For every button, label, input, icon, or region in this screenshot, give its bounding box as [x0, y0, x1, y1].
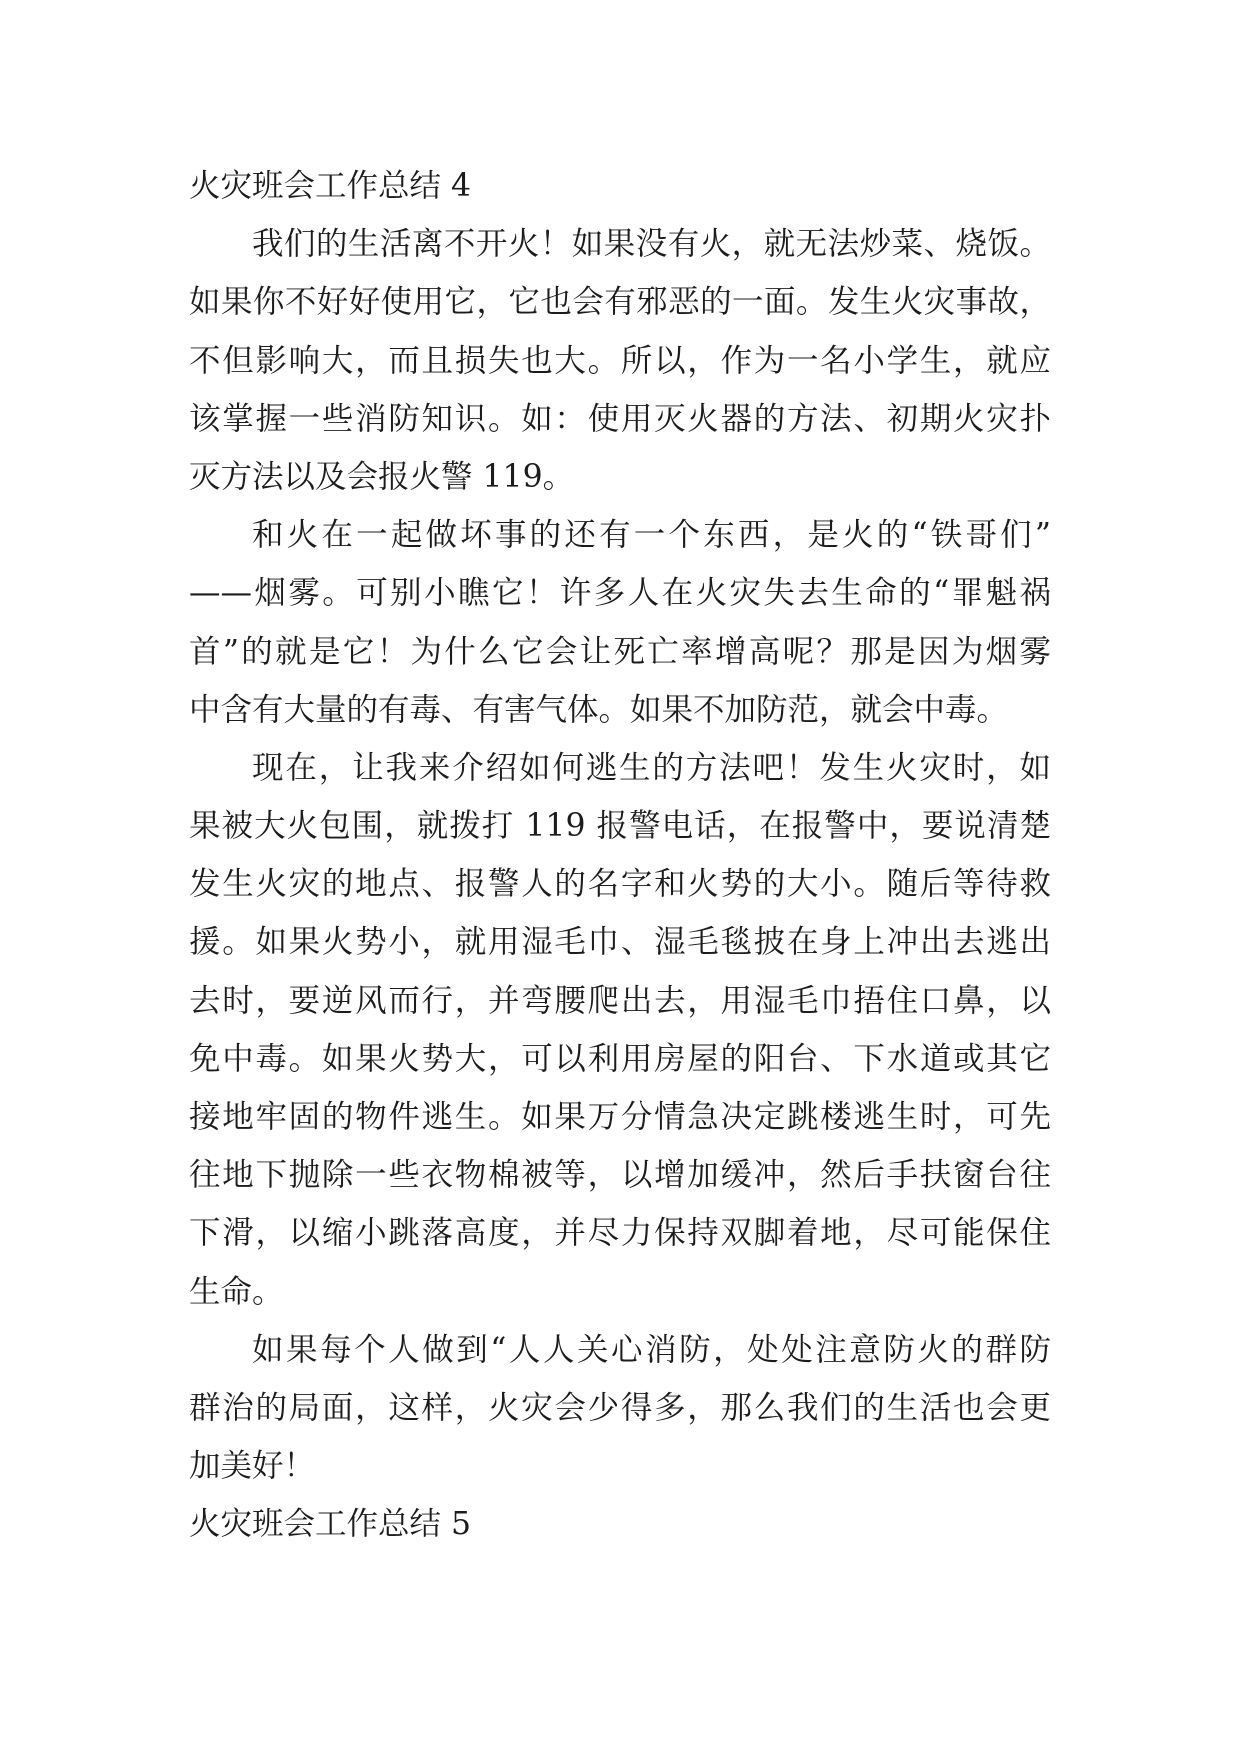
- paragraph-line: 接地牢固的物件逃生。如果万分情急决定跳楼逃生时，可先: [189, 1099, 1051, 1135]
- paragraph-line: 不但影响大，而且损失也大。所以，作为一名小学生，就应: [189, 342, 1051, 379]
- paragraph-line: ——烟雾。可别小瞧它！许多人在火灾失去生命的“罪魁祸: [189, 575, 1051, 612]
- paragraph-line: 我们的生活离不开火！如果没有火，就无法炒菜、烧饭。: [252, 226, 1051, 263]
- paragraph-line: 免中毒。如果火势大，可以利用房屋的阳台、下水道或其它: [189, 1040, 1051, 1077]
- paragraph-line: 发生火灾的地点、报警人的名字和火势的大小。随后等待救: [189, 866, 1051, 903]
- paragraph-line: 往地下抛除一些衣物棉被等，以增加缓冲，然后手扶窗台往: [189, 1157, 1051, 1194]
- paragraph-line: 中含有大量的有毒、有害气体。如果不加防范，就会中毒。: [189, 691, 1009, 728]
- paragraph: [189, 215, 1051, 506]
- paragraph-line: 如果你不好好使用它，它也会有邪恶的一面。发生火灾事故，: [189, 284, 1051, 321]
- document-body: [189, 157, 1051, 1554]
- paragraph-line: 生命。: [189, 1273, 284, 1310]
- paragraph-line: 下滑，以缩小跳落高度，并尽力保持双脚着地，尽可能保住: [189, 1215, 1051, 1252]
- paragraph: [189, 1321, 1051, 1496]
- paragraph-line: 群治的局面，这样，火灾会少得多，那么我们的生活也会更: [189, 1389, 1051, 1426]
- paragraph-line: 该掌握一些消防知识。如：使用灭火器的方法、初期火灾扑: [189, 400, 1051, 437]
- paragraph-line: 加美好！: [189, 1448, 316, 1485]
- paragraph-line: 现在，让我来介绍如何逃生的方法吧！发生火灾时，如: [252, 749, 1051, 786]
- paragraph-line: 灭方法以及会报火警 119。: [189, 458, 575, 495]
- paragraph-line: 如果每个人做到“人人关心消防，处处注意防火的群防: [252, 1331, 1051, 1368]
- paragraph-line: 援。如果火势小，就用湿毛巾、湿毛毯披在身上冲出去逃出: [189, 924, 1051, 961]
- paragraph-line: 去时，要逆风而行，并弯腰爬出去，用湿毛巾捂住口鼻，以: [189, 982, 1051, 1019]
- paragraph: [189, 506, 1051, 739]
- paragraph-line: 和火在一起做坏事的还有一个东西，是火的“铁哥们”: [252, 517, 1051, 554]
- section-heading: 火灾班会工作总结 5: [189, 1506, 472, 1543]
- paragraph-line: 果被大火包围，就拨打 119 报警电话，在报警中，要说清楚: [189, 808, 1051, 845]
- paragraph-line: 首”的就是它！为什么它会让死亡率增高呢？那是因为烟雾: [189, 633, 1051, 670]
- section-heading: 火灾班会工作总结 4: [189, 168, 472, 204]
- paragraph: [189, 739, 1051, 1321]
